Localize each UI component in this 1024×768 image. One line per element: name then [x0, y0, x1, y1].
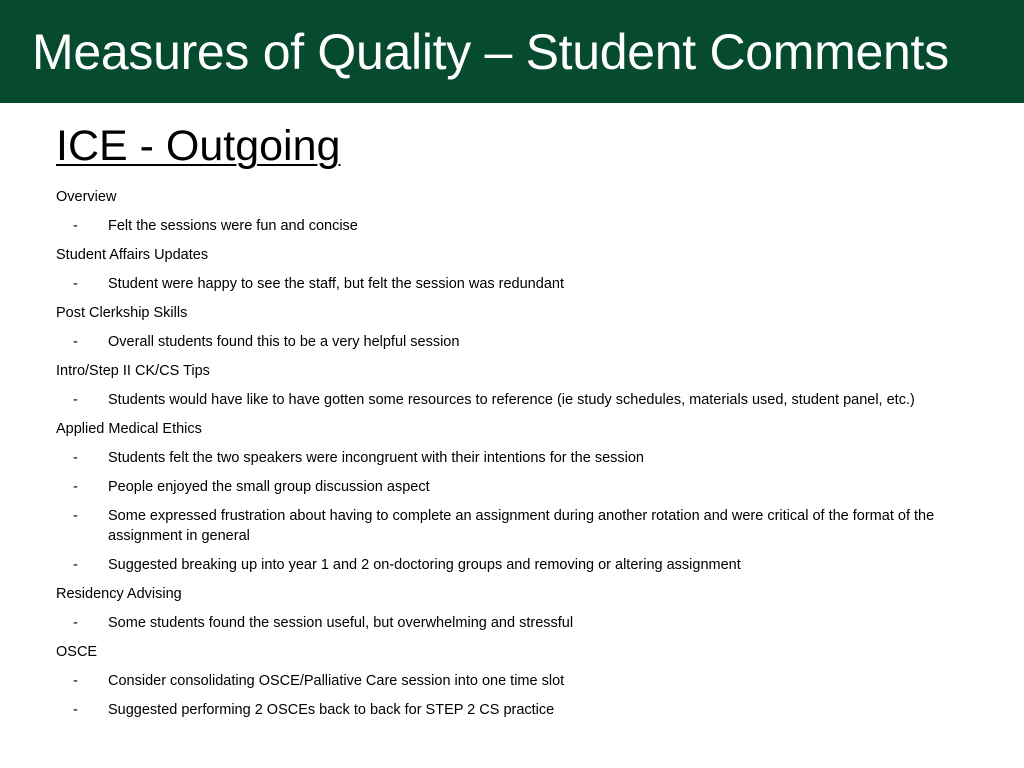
bullet-text: People enjoyed the small group discussion aspect	[108, 479, 430, 495]
bullet-text: Consider consolidating OSCE/Palliative Care session into one time slot	[108, 673, 565, 689]
group-residency-advising	[56, 582, 996, 640]
group-label: Overview	[56, 189, 117, 205]
dash-marker: -	[73, 557, 78, 573]
bullet-text: Students would have like to have gotten some resources to reference (ie study schedules, materials used, student panel, etc.)	[108, 392, 915, 408]
bullet-text: Students felt the two speakers were incongruent with their intentions for the session	[108, 450, 644, 466]
group-label: Student Affairs Updates	[56, 247, 209, 263]
bullet-item	[56, 669, 996, 698]
dash-marker: -	[73, 392, 78, 408]
dash-marker: -	[73, 615, 78, 631]
bullet-text: Suggested performing 2 OSCEs back to back for STEP 2 CS practice	[108, 702, 555, 718]
bullet-text: Student were happy to see the staff, but felt the session was redundant	[108, 276, 564, 292]
bullet-item	[56, 611, 996, 640]
dash-marker: -	[73, 450, 78, 466]
group-applied-medical-ethics	[56, 417, 996, 582]
bullet-text: Some students found the session useful, but overwhelming and stressful	[108, 615, 574, 631]
section-heading: ICE - Outgoing	[56, 122, 341, 170]
group-label: Applied Medical Ethics	[56, 421, 202, 437]
group-osce	[56, 640, 996, 727]
dash-marker: -	[73, 479, 78, 495]
group-label: Residency Advising	[56, 586, 182, 602]
slide-title: Measures of Quality – Student Comments	[32, 24, 949, 80]
bullet-item	[56, 504, 996, 553]
bullet-text: Overall students found this to be a very helpful session	[108, 334, 460, 350]
dash-marker: -	[73, 334, 78, 350]
bullet-item	[56, 388, 996, 417]
dash-marker: -	[73, 508, 78, 524]
dash-marker: -	[73, 673, 78, 689]
bullet-item	[56, 330, 996, 359]
title-bar	[0, 0, 1024, 103]
group-intro-step-ii-tips	[56, 359, 996, 417]
bullet-item	[56, 475, 996, 504]
bullet-text: Suggested breaking up into year 1 and 2 on-doctoring groups and removing or altering assignment	[108, 557, 741, 573]
dash-marker: -	[73, 218, 78, 234]
bullet-item	[56, 698, 996, 727]
dash-marker: -	[73, 702, 78, 718]
group-post-clerkship-skills	[56, 301, 996, 359]
comments-list	[56, 185, 996, 727]
bullet-text: Some expressed frustration about having to complete an assignment during another rotation and were critical of the format of the assignment in general	[108, 508, 935, 544]
bullet-item	[56, 214, 996, 243]
bullet-text: Felt the sessions were fun and concise	[108, 218, 358, 234]
bullet-item	[56, 446, 996, 475]
group-overview	[56, 185, 996, 243]
dash-marker: -	[73, 276, 78, 292]
group-label: Post Clerkship Skills	[56, 305, 188, 321]
group-student-affairs-updates	[56, 243, 996, 301]
bullet-item	[56, 553, 996, 582]
bullet-item	[56, 272, 996, 301]
group-label: OSCE	[56, 644, 98, 660]
group-label: Intro/Step II CK/CS Tips	[56, 363, 210, 379]
